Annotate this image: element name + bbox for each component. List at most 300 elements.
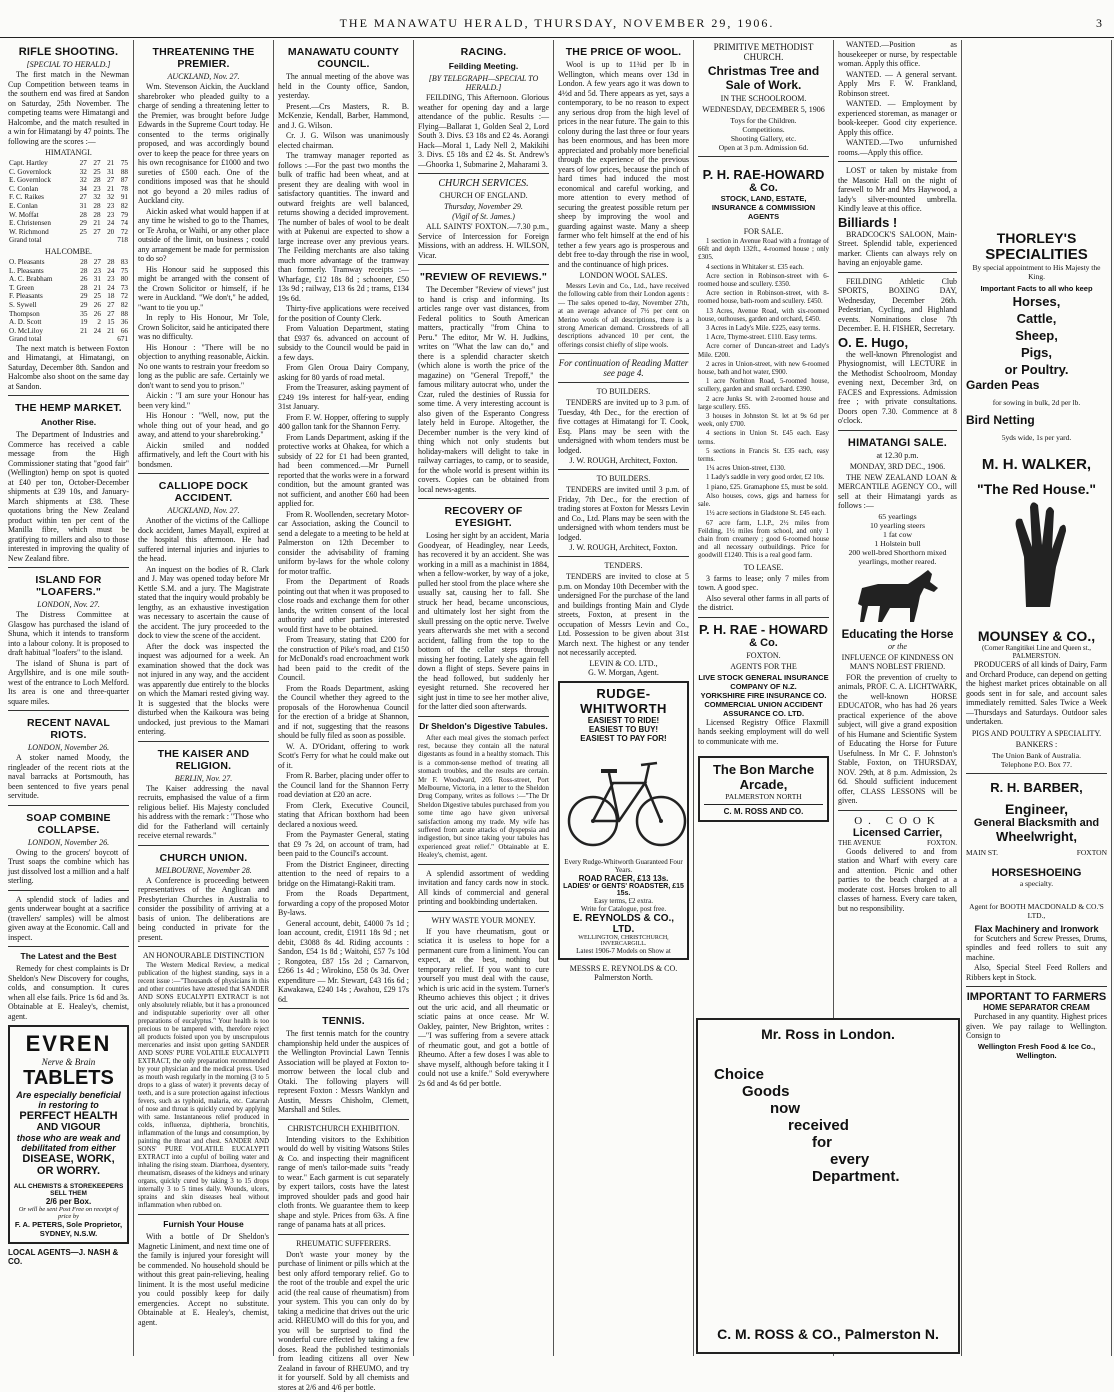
paragraph: Shooting Gallery, etc. [698, 134, 829, 143]
soap-dateline: LONDON, November 26. [8, 838, 129, 847]
horse-icon [838, 566, 956, 624]
score-row [8, 176, 129, 185]
rae-desc: STOCK, LAND, ESTATE, INSURANCE & COMMISSION AGENTS [698, 194, 829, 221]
local-agents: LOCAL AGENTS—J. NASH & CO. [8, 1248, 129, 1266]
score-cell: 79 [115, 211, 129, 220]
score-cell: 21 [102, 159, 116, 168]
score-cell: 15 [102, 318, 116, 327]
score-cell: 74 [115, 219, 129, 228]
sheldon-heading: Dr Sheldon's Digestive Tabules. [418, 721, 549, 731]
rudge-ad: RUDGE-WHITWORTH EASIEST TO RIDE! EASIEST TO BUY! EASIEST TO PAY FOR! Every Rudge-Whitworth Guaranteed Four Years. ROAD RACER, £13 13s. LADIES' or GENTS' ROADSTER, £15 15s. Easy terms, £2 extra. Write for Catalogue, post free. E. REYNOLDS & CO., LTD. WELLINGTON, CHRISTCHURCH, INVERCARGILL. Latest 1906-7 Models on Show at [558, 681, 689, 960]
masthead [0, 8, 1114, 38]
column-4 [414, 40, 554, 1356]
score-cell: 91 [115, 193, 129, 202]
score-cell: 28 [74, 211, 88, 220]
farmers-co: Wellington Fresh Food & Ice Co., Wellington. [966, 1042, 1107, 1060]
sale-heading: HIMATANGI SALE. [838, 437, 957, 449]
barber-name: R. H. BARBER, [966, 780, 1107, 795]
rudge-brand: RUDGE-WHITWORTH [563, 686, 684, 716]
score-cell: 28 [102, 258, 116, 267]
builders1-text: TENDERS are invited up to 3 p.m. of Tuesday, 4th Dec., for the erection of five cottages at Himatangi for T. Cook, Esq. Plans may be seen with the undersigned with whom tenders must be lodged. [558, 398, 689, 455]
score-cell: 27 [74, 193, 88, 202]
score-row [8, 327, 129, 336]
farmers-sub: HOME SEPARATOR CREAM [966, 1003, 1107, 1012]
paragraph: 1½ acre sections in Gladstone St. £45 each. [698, 510, 829, 518]
paragraph: WANTED. — A general servant. Apply Mrs F. W. Frankland, Robinson street. [838, 70, 957, 99]
paragraph: Also several other farms in all parts of the district. [698, 594, 829, 613]
hemp-text: The Department of Industries and Commerce has received a cable message from the High Commissioner stating that "good fair" (Wellington) hemp on spot is quoted at £40 per ton, October-December shipments at £39 10s, and January-March shipments at £38. These quotations bring the New Zealand product within ten per cent of the Manilla fibre, which must be gratifying to millers and also to those interested in improving the quality of New Zealand fibre. [8, 430, 129, 563]
tenders-sig1: LEVIN & CO. LTD., [558, 659, 689, 668]
wool-text: Wool is up to 11¾d per lb in Wellington, which means over 13d in London. A few years ago it was down to 4½d and 5d. There appears as yet, says a contemporary, to be no reason to expect any serious drop from the high level of prices in the near future. The gain to this colony during the last three or four years has been enormous, and has been more appreciated and probably more beneficial through the experience of the previous years of low prices, because the pinch of hard times had induced the most economical and careful working, and more attention to every method of securing the greatest possible return per sheep by improving the wool and guarding against waste. Many a sheep farmer who felt himself at the end of his tether a few years ago is prosperous and debt free to-day through the rise in wool, and the continuance of high prices. [558, 60, 689, 269]
farmers-heading: IMPORTANT TO FARMERS [966, 991, 1107, 1003]
services-heading: CHURCH SERVICES. [418, 178, 549, 189]
paragraph: WANTED.—Two unfurnished rooms.—Apply this office. [838, 138, 957, 157]
score-cell: C. Governlock [8, 168, 74, 177]
score-cell: 32 [74, 176, 88, 185]
splendid-notice: A splendid assortment of wedding invitation and fancy cards now in stock. All kinds of commercial and general printing and bookbinding undertaken. [418, 869, 549, 907]
paragraph: His Honour said he supposed this might be arranged with the consent of the Crown Solicitor or himself, if he were in Auckland. "We don't," he added, "want to tie you up." [138, 265, 269, 313]
reynolds-name: MESSRS E. REYNOLDS & CO. [558, 964, 689, 973]
continuation-note: For continuation of Reading Matter see page 4. [558, 358, 689, 378]
score-cell: 72 [115, 228, 129, 237]
paragraph: Another of the victims of the Calliope dock accident, James Mayall, expired at the hospital this afternoon. He had suffered internal injuries and injuries to the head. [138, 516, 269, 564]
score-cell: C. Conlan [8, 185, 74, 194]
score-cell: 19 [75, 318, 89, 327]
total-himatangi: Grand total 718 [8, 236, 129, 245]
score-cell: 23 [88, 267, 102, 276]
score-cell: E. Christensen [8, 219, 74, 228]
builders2-text: TENDERS are invited until 3 p.m. of Friday, 7th Dec., for the erection of trading stores at Foxton for Messrs Levin and Co., Ltd. Plans may be seen with the undersigned with whom tenders must be lodged. [558, 485, 689, 542]
paragraph: From F. W. Hopper, offering to supply 400 gallon tank for the Shannon Ferry. [278, 413, 409, 432]
column-2 [134, 40, 274, 1356]
score-row [8, 168, 129, 177]
score-cell: 29 [74, 219, 88, 228]
column-6: PRIMITIVE METHODIST CHURCH. Christmas Tree and Sale of Work. IN THE SCHOOLROOM. WEDNESDAY, DECEMBER 5, 1906 Toys for the Children. Competitions. Shooting Gallery, etc. Open at 3 p.m. Admission 6d. P. H. RAE-HOWARD & Co. STOCK, LAND, ESTATE, INSURANCE & COMMISSION AGENTS FOR SALE. 1 section in Avenue Road with a frontage of 66ft and depth 132ft., 4-roomed house ; only £305. 4 sections in Whitaker st. £35 each. Acre section in Robinson-street with 6-roomed house and scullery. £350. Acre section in Robinson-street, with 8-roomed house, bath-room and scullery. £450. 13 Acres, Avenue Road, with six-roomed house, outhouses, garden and orchard, £450. 3 Acres in Lady's Mile. £225, easy terms. 1 Acre, Thyme-street. £110. Easy terms. Acre corner of Duncan-street and Lady's Mile. £200. 2 acres in Union-street, with new 6-roomed house, bath and hot water, £900. 1 acre Norbiton Road, 5-roomed house, scullery, garden and small orchard. £390. 2 acre Junks St. with 2-roomed house and large scullery. £65. 3 houses in Johnston St. let at 9s 6d per week, only £700. 4 sections in Union St. £45 each. Easy terms. 5 sections in Francis St. £35 each, easy terms. 1¼ acres Union-street, £130. 1 Lady's saddle in very good order, £2 10s. 1 piano, £25. Gramaphone £5, must be sold. Also houses, cows, gigs and harness for sale. 1½ acre sections in Gladstone St. £45 each. 67 acre farm, L.I.P., 2½ miles from Feilding, 1½ miles from school, and only 1 chain from creamery ; good 6-roomed house and all necessary outbuildings. Price for goodwill £1240. This is a real good farm. TO LEASE. 3 farms to lease; only 7 miles from town. A good spec. Also several other farms in all parts of the district. P. H. RAE - HOWARD & Co. FOXTON. AGENTS FOR THE LIVE STOCK GENERAL INSURANCE COMPANY OF N.Z. YORKSHIRE FIRE INSURANCE CO. COMMERCIAL UNION ACCIDENT ASSURANCE CO. LTD. Licensed Registry Office Flaxmill hands seeking employment will do well to communicate with me. The Bon Marche Arcade, PALMERSTON NORTH C. M. ROSS AND CO. [694, 40, 834, 1356]
rae-forsale: FOR SALE. [698, 227, 829, 236]
kaiser-dateline: BERLIN, Nov. 27. [138, 774, 269, 783]
billiards-heading: Billiards ! [838, 215, 957, 230]
score-cell: 29 [75, 292, 89, 301]
paragraph: Cr. J. G. Wilson was unanimously elected chairman. [278, 131, 409, 150]
paragraph: Toys for the Children. [698, 116, 829, 125]
score-cell: 20 [102, 228, 116, 237]
tenders-text: TENDERS are invited to close at 5 p.m. on Monday 10th December with the undersigned For the purchase of the land and buildings fronting Main and Clyde streets, Foxton, at present in the occupation of Messrs Levin and Co., Ltd. Possession to be given about 31st March next. The highest or any tender not necessarily accepted. [558, 572, 689, 658]
services-text: ALL SAINTS' FOXTON.—7.30 p.m., Service of Intercession for Foreign Missions, with an address. H. WILSON, Vicar. [418, 222, 549, 260]
paragraph: 2 acre Junks St. with 2-roomed house and large scullery. £65. [698, 396, 829, 412]
rheum-heading: RHEUMATIC SUFFERERS. [278, 1239, 409, 1248]
rae2-town: FOXTON. [698, 651, 829, 660]
sale-time: at 12.30 p.m. [838, 451, 957, 460]
paragraph: 1¼ acres Union-street, £130. [698, 465, 829, 473]
score-cell: 80 [115, 275, 129, 284]
xmas-heading: CHRISTCHURCH EXHIBITION. [278, 1124, 409, 1133]
sale-date: MONDAY, 3RD DEC., 1906. [838, 462, 957, 471]
column-1 [4, 40, 134, 1356]
column-8: THORLEY'S SPECIALITIES By special appointment to His Majesty the King. Important Facts to all who keep Horses, Cattle, Sheep, Pigs, or Poultry. Garden Peas for sowing in bulk, 2d per lb. Bird Netting 5yds wide, 1s per yard. M. H. WALKER, "The Red House." MOUNSEY & CO., (Corner Rangitikei Line and Queen st., PALMERSTON. PRODUCERS of all kinds of Dairy, Farm and Orchard Produce, can depend on getting the highest market prices obtainable on all goods sent in for sale, and account sales immediately remitted. Sales Twice a Week—Thursdays and Saturdays. Outdoor sales undertaken. PIGS AND POULTRY A SPECIALITY. BANKERS : The Union Bank of Australia. Telephone P.O. Box 77. R. H. BARBER, Engineer, General Blacksmith and Wheelwright, MAIN ST. FOXTON HORSESHOEING a specialty. Agent for BOOTH MACDONALD & CO.'S LTD., Flax Machinery and Ironwork for Scutchers and Screw Presses, Drums, spindles and feed rollers to suit any machine. Also, Special Steel Feed Rollers and Ribbers kept in Stock. IMPORTANT TO FARMERS HOME SEPARATOR CREAM Purchased in any quantity. Highest prices given. We pay railage to Wellington. Consign to Wellington Fresh Food & Ice Co., Wellington. [962, 40, 1112, 1356]
tennis-heading: TENNIS. [278, 1015, 409, 1027]
score-cell: 28 [75, 267, 89, 276]
cook-name: O. COOK [838, 815, 957, 827]
waste-heading: WHY WASTE YOUR MONEY. [418, 916, 549, 925]
score-cell: 24 [102, 284, 116, 293]
cook-title: Licensed Carrier, [838, 827, 957, 839]
paragraph: Open at 3 p.m. Admission 6d. [698, 143, 829, 152]
paragraph: 10 yearling steers [838, 521, 957, 530]
paragraph: 5 sections in Francis St. £35 each, easy terms. [698, 448, 829, 464]
island-text-2: The island of Shuna is part of Argyllshire, and is one mile south-west of the entrance to Loch Melford. Its area is one and three-quarter square miles. [8, 659, 129, 707]
review-text: The December "Review of views" just to hand is crisp and informing. Its articles range over vast distances, from Federal politics to South American matters, practically "from China to Peru." The editor, Mr W. H. Judkins, writes on "What the law can do," and there is a splendid character sketch (which alone is worth the price of the magazine) on "General Trepoff," the famous military autocrat who, under the Czar, ruled the destinies of Russia for some time. A very interesting account is also given of the Esperanto Congress lately held in Europe. Altogether, the December number is the very kind of thing which not only students but holiday-makers will delight to take in railway carriages, to camp, or to seaside, for the whole world is present within its covers. Copies can be obtained from local news-agents. [418, 285, 549, 494]
score-cell: 24 [102, 219, 116, 228]
paragraph: 2 acres in Union-street, with new 6-roomed house, bath and hot water, £900. [698, 361, 829, 377]
score-cell: 27 [74, 159, 88, 168]
score-cell: 87 [115, 176, 129, 185]
score-cell: 28 [88, 211, 102, 220]
paragraph: Aickin : "I am sure your Honour has been very kind." [138, 391, 269, 410]
score-cell: 21 [75, 327, 89, 336]
methodist-where: IN THE SCHOOLROOM. [698, 94, 829, 103]
column-3 [274, 40, 414, 1356]
naval-dateline: LONDON, November 26. [8, 743, 129, 752]
sale-text: THE NEW ZEALAND LOAN & MERCANTILE AGENCY CO., will sell at their Himatangi yards as follows :— [838, 473, 957, 511]
mounsey-addr: (Corner Rangitikei Line and Queen st., PALMERSTON. [966, 644, 1107, 660]
paragraph: 65 yearlings [838, 512, 957, 521]
horse-heading: Educating the Horse [838, 629, 957, 641]
scores-halcombe [8, 258, 129, 335]
horse-or: or the [838, 642, 957, 651]
threat-heading: THREATENING THE PREMIER. [138, 46, 269, 70]
score-cell: O. Pleasants [8, 258, 75, 267]
mounsey-bank: The Union Bank of Australia. [966, 751, 1107, 760]
review-heading: "REVIEW OF REVIEWS." [418, 271, 549, 283]
rifle-special: [SPECIAL TO HERALD.] [8, 60, 129, 69]
paragraph: General account, debit, £4000 7s 1d ; loan account, credit, £1911 18s 9d ; net debit, £3088 8s 4d. Riding accounts : Sandon, £54 1s 8d ; Waitohi, £57 7s 10d ; Rongotea, £87 15s 2d ; Carnarvon, £266 1s 4d ; Wirokino, £58 0s 3d. Over expenditure — Mr. Stewart, £43 16s 6d ; Kawakawa, £240 14s ; Awahou, £29 17s 6d. [278, 919, 409, 1005]
score-cell: 27 [102, 301, 116, 310]
score-cell: 24 [102, 267, 116, 276]
rifle-heading: RIFLE SHOOTING. [8, 46, 129, 58]
score-cell: O. McLiloy [8, 327, 75, 336]
paragraph: From Valuation Department, stating that £937 6s. advanced on account of subsidy to the Council would be paid in a few days. [278, 324, 409, 362]
score-cell: 31 [88, 275, 102, 284]
thorley-title: THORLEY'S [966, 230, 1107, 246]
paragraph: In reply to His Honour, Mr Tole, Crown Solicitor, said he anticipated there was no difficulty. [138, 313, 269, 342]
paragraph: 200 well-bred Shorthorn mixed yearlings, mother reared. [838, 548, 957, 566]
hugo-name: O. E. Hugo, [838, 335, 957, 350]
paragraph: From the Roads Department, asking the Council whether they agreed to the proposals of the Horowhenua Council for the erection of a bridge at Shannon, and if not, suggesting that the reasons should be fully filed as soon as possible. [278, 684, 409, 741]
score-row [8, 275, 129, 284]
paragraph: 13 Acres, Avenue Road, with six-roomed house, outhouses, garden and orchard, £450. [698, 308, 829, 324]
mounsey-tel: Telephone P.O. Box 77. [966, 760, 1107, 769]
waste-text: If you have rheumatism, gout or sciatica it is useless to hope for a permanent cure from a liniment. You can expect, at the best, nothing but temporary relief. If you want to cure yourself you must deal with the cause, which is uric acid in the system. Turner's Rheumo achieves this object ; it drives out the uric acid, and all rheumatic or sciatic pains at once cease. Mr W. Oakley, painter, New Brighton, writes : —"I was suffering from a severe attack of rheumatic gout, and got a bottle of Rheumo. After a few doses I was able to shave myself, although before taking it I could not use a knife." Sold everywhere 2s 6d and 4s 6d per bottle. [418, 927, 549, 1089]
paragraph: Acre section in Robinson-street with 6-roomed house and scullery. £350. [698, 273, 829, 289]
score-cell: 21 [102, 327, 116, 336]
testimonial-text: The Western Medical Review, a medical publication of the highest standing, says in a recent issue :—"Thousands of physicians in this and other countries have attested that SANDER AND SONS EUCALYPTI EXTRACT is not only absolutely reliable, but it has a pronounced and indisputable superiority over all other preparations of eucalyptus." Your health is too precious to be tampered with, therefore reject all products foisted upon you by unscrupulous mercenaries and insist upon getting SANDER AND SONS' PURE VOLATILE EUCALYPTI EXTRACT, the only preparation recommended by your physician and the medical press. Used as mouth wash regularly in the morning (3 to 5 drops to a glass of water) it prevents decay of teeth, and is a sure protection against infectious fevers, such as typhoid, malaria, etc. Catarrah of nose and throat is quickly cured by applying with same. Instantaneous relief produced in colds, influenza, diphtheria, bronchitis, inflammation of the lungs and consumption, by painting the throat and chest. SANDER AND SONS' PURE VOLATILE EUCALYPTI EXTRACT into a cupful of boiling water and inhaling the rising steam. Diarrhoea, dysentery, rheumatism, diseases of the kidneys and urinary organs, quickly cured by taking 3 to 15 drops internally 3 to 5 times daily. Wounds, ulcers, sprains and skin diseases heal without inflammation when rubbed on. [138, 962, 269, 1210]
team-himatangi: HIMATANGI. [8, 148, 129, 157]
island-heading: ISLAND FOR "LOAFERS." [8, 574, 129, 598]
score-cell: E. Governlock [8, 176, 74, 185]
walker-name: M. H. WALKER, [966, 456, 1107, 473]
house-heading: Furnish Your House [138, 1219, 269, 1229]
mounsey-name: MOUNSEY & CO., [966, 628, 1107, 644]
island-dateline: LONDON, Nov. 27. [8, 600, 129, 609]
rheum-text: Don't waste your money by the purchase of liniment or pills which at the best only afford temporary relief. Go to the root of the trouble and expel the uric acid (the real cause of rheumatism) from your system. This you can only do by taking a medicine that drives out the uric acid. RHEUMO will do this for you, and you will be surprised to find the wonderful cure effected by taking a few doses. Read the published testimonials from leading citizens all over New Zealand in favour of RHEUMO, and try it for yourself. Sold by all chemists and stores at 2/6 and 4/6 per bottle. [278, 1250, 409, 1392]
score-cell: 25 [88, 292, 102, 301]
paragraph: WANTED.—Position as housekeeper or nurse, by respectable woman. Apply this office. [838, 40, 957, 69]
paragraph: His Honour : "There will be no objection to anything reasonable, Aickin. No one wants to restrain your freedom so long as the public are safe. Certainly we don't want to send you to prison." [138, 343, 269, 391]
score-cell: E. Conlan [8, 202, 74, 211]
score-cell: 29 [75, 301, 89, 310]
score-cell: 27 [88, 258, 102, 267]
paragraph: 67 acre farm, L.I.P., 2½ miles from Feilding, 1½ miles from school, and only 1 chain from creamery ; good 6-roomed house and all necessary outbuildings. Price for goodwill £1240. This is a real good farm. [698, 520, 829, 561]
services-date: Thursday, November 29. [418, 202, 549, 211]
total-halcombe: Grand total 671 [8, 335, 129, 344]
paragraph: 1 acre Norbiton Road, 5-roomed house, scullery, garden and small orchard. £390. [698, 378, 829, 394]
column-5 [554, 40, 694, 1356]
paragraph: 4 sections in Union St. £45 each. Easy terms. [698, 430, 829, 446]
animal-item: or Poultry. [966, 361, 1107, 378]
ross-foot: C. M. ROSS & CO., Palmerston N. [698, 1326, 958, 1342]
rae2-co: & Co. [698, 637, 829, 649]
score-cell: 26 [88, 301, 102, 310]
score-row [8, 185, 129, 194]
racing-heading: RACING. [418, 46, 549, 58]
latest-heading: The Latest and the Best [8, 951, 129, 961]
paragraph: His Honour : "Well, now, put the whole thing out of your head, and go away, and attend to your sharebroking." [138, 411, 269, 440]
score-cell: 31 [102, 168, 116, 177]
rae-co: & Co. [698, 182, 829, 194]
score-cell: 27 [88, 228, 102, 237]
naval-heading: RECENT NAVAL RIOTS. [8, 717, 129, 741]
church-union-dateline: MELBOURNE, November 28. [138, 866, 269, 875]
cook-text: Goods delivered to and from station and Wharf with every care and attention. Picnic and other parties to the beach charged at a moderate cost. Horses broken to all classes of harness. Every care taken, but no responsibility. [838, 847, 957, 914]
paragraph: Wm. Stevenson Aickin, the Auckland sharebroker who pleaded guilty to a charge of sending a threatening letter to the Premier, was brought before Judge Edwards in the Supreme Court today. He consented to the terms originally proposed, and was accordingly bound over to keep the peace for three years on his own recognisance for £1000 and two sureties of £500 each. One of the conditions imposed was that he should not go beyond a 20 miles radius of Auckland city. [138, 82, 269, 206]
bon-marche-ad [698, 756, 829, 822]
bon-arcade: Arcade, [704, 777, 823, 792]
animal-item: Cattle, [966, 310, 1107, 327]
soap-heading: SOAP COMBINE COLLAPSE. [8, 812, 129, 836]
paragraph: Present.—Crs Masters, R. B. McKenzie, Kendall, Barber, Hammond, and J. G. Wilson. [278, 102, 409, 131]
hand-icon [966, 497, 1106, 617]
score-cell: 32 [88, 193, 102, 202]
paragraph: An inquest on the bodies of R. Clark and J. May was opened today before Mr Kettle S.M. and a jury. The Magistrate stated that the inquiry would probably be lengthy, as an exhaustive investigation was necessary to ascertain the cause of the accident. The jury proceeded to the dock to view the scene of the accident. [138, 565, 269, 641]
ross-ad: Mr. Ross in London. Choice Goods now received for every Department. C. M. ROSS & CO., Palmerston N. [696, 1018, 960, 1354]
farmers-text: Purchased in any quantity. Highest prices given. We pay railage to Wellington. Consign to [966, 1012, 1107, 1041]
ladies-notice: A splendid stock of ladies and gents underwear bought at a sacrifice (travellers' samples) will be almost given away at the Economic. Call and inspect. [8, 895, 129, 943]
score-row [8, 292, 129, 301]
lost-notice: LOST or taken by mistake from the Masonic Hall on the night of farewell to Mr and Mrs Haywood, a lady's silver-mounted umbrella. Kindly leave at this office. [838, 166, 957, 214]
score-cell: 32 [74, 168, 88, 177]
hugo-text: the well-known Phrenologist and Physiognomist, will LECTURE in the Methodist Schoolroom, Monday evening next, December 3rd, on FACES and Expressions. Admission free ; with private consultations. Doors open 7.30. Commence at 8 o'clock. [838, 350, 957, 426]
score-cell: 26 [75, 275, 89, 284]
paragraph: From Treasury, stating that £200 for the construction of Pike's road, and £150 for McDonald's road encroachment work had been paid to the credit of the Council. [278, 635, 409, 683]
score-row [8, 301, 129, 310]
paragraph: From the Treasurer, asking payment of £249 19s interest for half-year, ending 31st January. [278, 383, 409, 412]
rifle-intro: The first match in the Newman Cup Competition between teams in the southern end was fired at Sandon on Saturday, 25th November. The competing teams were Himatangi and Halcombe, and the match resulted in a win for Himatangi by 47 points. The following are the scores :— [8, 70, 129, 146]
score-row [8, 159, 129, 168]
hemp-sub: Another Rise. [8, 417, 129, 427]
score-cell: 26 [88, 310, 102, 319]
eyesight-text: Losing her sight by an accident, Maria Goodyear, of Headingley, near Leeds, has recovered it by an accident. She was working in a mill as a machinist in 1884, when a fellow-worker, by way of a joke, pulled her stool from the place where she usually sat, causing her to fall. She struck her head, became unconscious, and ultimately lost her sight from the skull pressing on the optic nerve. Twelve years afterwards she met with a second accident, falling from the top to the bottom of the cellar steps through missing her footing. Lately she again fell down a flight of steps. Severe pains in the head followed, but suddenly her eyesight returned. She recovered her sight just in time to see her mother alive, for the latter died soon afterwards. [418, 531, 549, 712]
animal-item: Pigs, [966, 344, 1107, 361]
eyesight-heading: RECOVERY OF EYESIGHT. [418, 505, 549, 529]
peas-text: for sowing in bulk, 2d per lb. [966, 398, 1107, 407]
paragraph: 3 Acres in Lady's Mile. £225, easy terms. [698, 325, 829, 333]
score-cell: 31 [74, 202, 88, 211]
score-row [8, 267, 129, 276]
paragraph: 1 Acre, Thyme-street. £110. Easy terms. [698, 334, 829, 342]
bon-town: PALMERSTON NORTH [704, 792, 823, 801]
score-cell: 35 [75, 310, 89, 319]
paragraph: 3 farms to lease; only 7 miles from town. A good spec. [698, 574, 829, 593]
wool-heading: THE PRICE OF WOOL. [558, 46, 689, 58]
rae-lease: TO LEASE. [698, 563, 829, 572]
score-cell: 32 [102, 193, 116, 202]
score-row [8, 284, 129, 293]
methodist-heading: PRIMITIVE METHODIST CHURCH. [698, 42, 829, 62]
billiards-text: BRADCOCK'S SALOON, Main-Street. Splendid table, experienced marker. Clients can always rely on having an enjoyable game. [838, 230, 957, 268]
mounsey-pigs: PIGS AND POULTRY A SPECIALITY. [966, 729, 1107, 738]
paragraph: Acre corner of Duncan-street and Lady's Mile. £200. [698, 343, 829, 359]
score-row [8, 202, 129, 211]
paragraph: 1 fat cow [838, 530, 957, 539]
evren-tablets: TABLETS [12, 1067, 125, 1090]
methodist-date: WEDNESDAY, DECEMBER 5, 1906 [698, 105, 829, 114]
cook-addr-2: FOXTON. [927, 839, 957, 847]
score-cell: 28 [75, 284, 89, 293]
kaiser-heading: THE KAISER AND RELIGION. [138, 748, 269, 772]
paragraph: From R. Woollenden, secretary Motor-car Association, asking the Council to send a delegate to a meeting to be held at Palmerston on 12th December to consider the advisability of framing uniform by-laws for the whole colony for motor traffic. [278, 510, 409, 577]
score-cell: 82 [115, 202, 129, 211]
testimonial-heading: AN HONOURABLE DISTINCTION [138, 951, 269, 960]
house-text: With a bottle of Dr Sheldon's Magnetic Liniment, and next time one of the family is injured your foresight will be commended. No household should be without this great pain-relieving, healing liniment. It is the most useful medicine you could possibly keep for daily emergencies. Accept no substitute. Obtainable at E. Healey's, chemist, agent. [138, 1232, 269, 1327]
score-row [8, 310, 129, 319]
paragraph: 1 Lady's saddle in very good order, £2 10s. [698, 474, 829, 482]
score-cell: 88 [115, 310, 129, 319]
bon-owner: C. M. ROSS AND CO. [704, 804, 823, 816]
score-cell: F. Pleasants [8, 292, 75, 301]
ross-heading: Mr. Ross in London. [704, 1026, 952, 1042]
services-sub: CHURCH OF ENGLAND. [418, 191, 549, 200]
church-union-heading: CHURCH UNION. [138, 852, 269, 864]
builders2-signature: J. W. ROUGH, Architect, Foxton. [558, 543, 689, 552]
cook-addr-1: THE AVENUE [838, 839, 881, 847]
mounsey-bankers: BANKERS : [966, 740, 1107, 749]
score-cell: 23 [102, 202, 116, 211]
paragraph: 4 sections in Whitaker st. £35 each. [698, 264, 829, 272]
paragraph: From R. Barber, placing under offer to the Council land for the Shannon Ferry road deviation at £20 an acre. [278, 771, 409, 800]
services-vigil: (Vigil of St. James.) [418, 212, 549, 221]
netting-heading: Bird Netting [966, 413, 1107, 427]
score-cell: 21 [88, 219, 102, 228]
paragraph: Competitions. [698, 125, 829, 134]
score-row [8, 258, 129, 267]
evren-nerve: Nerve & Brain [12, 1057, 125, 1067]
church-union-text: A Conference is proceeding between representatives of the Anglican and Presbyterian Churches in Australia to consider the possibility of arriving at a basis of union. The deliberations are being conducted in private for the present. [138, 876, 269, 943]
threat-dateline: AUCKLAND, Nov. 27. [138, 72, 269, 81]
score-cell: 27 [102, 176, 116, 185]
animal-item: Sheep, [966, 327, 1107, 344]
score-cell: 78 [115, 185, 129, 194]
score-cell: 66 [115, 327, 129, 336]
score-cell: 24 [88, 327, 102, 336]
paragraph: Also houses, cows, gigs and harness for sale. [698, 493, 829, 509]
paragraph: 1 Holstein bull [838, 539, 957, 548]
walker-shop: "The Red House." [966, 481, 1107, 497]
team-halcombe: HALCOMBE. [8, 247, 129, 256]
paragraph: 1 section in Avenue Road with a frontage of 66ft and depth 132ft., 4-roomed house ; only £305. [698, 238, 829, 263]
score-cell: 72 [115, 292, 129, 301]
score-cell: 75 [115, 159, 129, 168]
score-cell: 2 [88, 318, 102, 327]
naval-text: A stoker named Moody, the ringleader of the recent riots at the naval barracks at Portsmouth, has been sentenced to five years penal servitude. [8, 753, 129, 801]
builders1-heading: TO BUILDERS. [558, 387, 689, 396]
rae2-name: P. H. RAE - HOWARD [698, 622, 829, 637]
reynolds-town: Palmerston North. [558, 973, 689, 982]
paragraph: Aickin asked what would happen if at any time he wished to go to the Thames, or Te Aroha, or Waihi, or any other place outside of the limit, on business ; could any arrangement be made for permission to do so? [138, 207, 269, 264]
feilding-sports: FEILDING Athletic Club SPORTS, BOXING DAY, Wednesday, December 26th. Pedestrian, Cycling, and Highland events. Nominations close 7th December. E. H. FISHER, Secretary. [838, 277, 957, 334]
peas-heading: Garden Peas [966, 378, 1107, 392]
calliope-heading: CALLIOPE DOCK ACCIDENT. [138, 480, 269, 504]
score-cell: W. Richmond [8, 228, 74, 237]
score-cell: Capt. Hartley [8, 159, 74, 168]
bicycle-icon [563, 743, 689, 853]
score-cell: 25 [74, 228, 88, 237]
latest-text: Remedy for chest complaints is Dr Sheldon's New Discovery for coughs, colds, and consumption. It cures when all else fails. Price 1s 6d and 3s. Obtainable at E. Healey's, chemist, agent. [8, 964, 129, 1021]
wool-sales-text: Messrs Levin and Co., Ltd., have received the following cable from their London agents :— The sales opened to-day, November 27th, at an average advance of 7½ per cent on Merino wools of all descriptions, there is a strong American demand. Crossbreds of all descriptions advanced 10 per cent, the offerings consist chiefly of slipe wools. [558, 282, 689, 349]
score-cell: T. Green [8, 284, 75, 293]
paragraph: From Glen Oroua Dairy Company, asking for 80 yards of road metal. [278, 363, 409, 382]
council-heading: MANAWATU COUNTY COUNCIL. [278, 46, 409, 70]
score-cell: L. Pleasants [8, 267, 75, 276]
paragraph: The annual meeting of the above was held in the County office, Sandon, yesterday. [278, 72, 409, 101]
rae2-agents: AGENTS FOR THE [698, 662, 829, 671]
score-cell: 28 [88, 202, 102, 211]
horse-sub: INFLUENCE OF KINDNESS ON MAN'S NOBLEST FRIEND. [838, 653, 957, 671]
score-row [8, 228, 129, 237]
score-cell: 82 [115, 301, 129, 310]
paragraph: From Lands Department, asking if the protective works at Ohakea, for which a subsidy of 22 for £1 had been granted, had been commenced.—Mr Purnell reported that the works were in a forward condition, but the amount granted was not sufficient, and another £60 had been applied for. [278, 433, 409, 509]
score-cell: 27 [102, 310, 116, 319]
bon-title: The Bon Marche [704, 762, 823, 777]
racing-dateline: [BY TELEGRAPH—SPECIAL TO HERALD.] [418, 74, 549, 92]
paragraph: WANTED. — Employment by experienced storeman, as manager or book-keeper. Good city experience. Apply this office. [838, 99, 957, 137]
scores-himatangi [8, 159, 129, 236]
masthead-title: THE MANAWATU HERALD, THURSDAY, NOVEMBER 29, 1906. [0, 16, 1114, 31]
score-cell: 36 [115, 318, 129, 327]
score-cell: 83 [115, 258, 129, 267]
score-cell: S. Sywell [8, 301, 75, 310]
score-cell: 75 [115, 267, 129, 276]
paragraph: From the Roads Department, forwarding a copy of the proposed Motor By-laws. [278, 889, 409, 918]
score-cell: 28 [75, 258, 89, 267]
mounsey-text: PRODUCERS of all kinds of Dairy, Farm and Orchard Produce, can depend on getting the highest market prices obtainable on all goods sent in for sale, and account sales immediately remitted. Sales Twice a Week—Thursdays and Saturdays. Outdoor sales undertaken. [966, 660, 1107, 727]
score-cell: W. Moffat [8, 211, 74, 220]
score-cell: 28 [88, 176, 102, 185]
tennis-text: The first tennis match for the country championship held under the auspices of the Wellington Provincial Lawn Tennis Association will be played at Foxton to-morrow between the local club and Otaki. The following players will represent Foxton : Messrs Wanklyn and Austin, Messrs Chisholm, Clemett, Marshall and Stiles. [278, 1029, 409, 1115]
score-cell: A. D. Scott [8, 318, 75, 327]
wool-sales-heading: LONDON WOOL SALES. [558, 271, 689, 280]
sheldon-text: After each meal gives the stomach perfect rest, because they contain all the natural digestants as found in a healthy stomach. This is a common-sense method of treating all stomach troubles, and the results are certain. Mr F. Woodward, 205 Ross-street, Port Melbourne, Victoria, in a letter to the Sheldon Drug Company, writes as follows :—"The Dr Sheldon Digestive tabules purchased from you some time ago have given universal satisfaction among my trade. My wife has suffered from acute attacks of dyspepsia and indigestion, but since taking your tabules has experienced great relief." Obtainable at E. Healey's, chemist, agent. [418, 734, 549, 860]
score-cell: 18 [102, 292, 116, 301]
score-cell: Thompson [8, 310, 75, 319]
thorley-title-2: SPECIALITIES [966, 246, 1107, 263]
soap-text: Owing to the grocers' boycott of Trust soaps the combine which has just dissolved lost a million and a half sterling. [8, 848, 129, 886]
score-cell: 73 [115, 284, 129, 293]
rifle-outro: The next match is between Foxton and Himatangi, at Himatangi, on Saturday, December 8th. Sandon and Halcombe also shoot on the same day at Sandon. [8, 344, 129, 392]
evren-name: EVREN [12, 1031, 125, 1057]
thorley-royal: By special appointment to His Majesty the King. [966, 263, 1107, 281]
racing-sub: Feilding Meeting. [418, 61, 549, 71]
score-row [8, 193, 129, 202]
